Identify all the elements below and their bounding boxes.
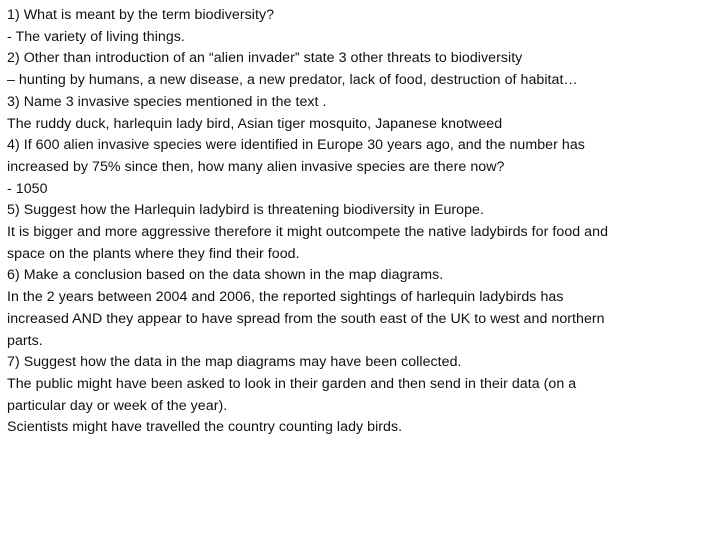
question-6: 6) Make a conclusion based on the data shown in the map diagrams. (7, 267, 444, 284)
answer-5-line-1: It is bigger and more aggressive therefore it might outcompete the native ladybirds for food and (7, 224, 609, 241)
answer-6-line-3: parts. (7, 332, 43, 349)
answer-7-line-1: The public might have been asked to look in their garden and then send in their data (on a (7, 375, 577, 392)
answer-2: – hunting by humans, a new disease, a new predator, lack of food, destruction of habitat… (7, 72, 578, 89)
question-5: 5) Suggest how the Harlequin ladybird is threatening biodiversity in Europe. (7, 202, 484, 219)
question-4-line-2: increased by 75% since then, how many alien invasive species are there now? (7, 158, 505, 175)
question-2: 2) Other than introduction of an “alien invader” state 3 other threats to biodiversity (7, 50, 523, 67)
worksheet-text (7, 5, 715, 439)
answer-4: - 1050 (7, 180, 48, 197)
question-1: 1) What is meant by the term biodiversity? (7, 7, 275, 23)
question-7: 7) Suggest how the data in the map diagrams may have been collected. (7, 354, 462, 371)
answer-3: The ruddy duck, harlequin lady bird, Asian tiger mosquito, Japanese knotweed (7, 115, 503, 132)
question-3: 3) Name 3 invasive species mentioned in the text . (7, 93, 327, 110)
answer-6-line-2: increased AND they appear to have spread from the south east of the UK to west and northern (7, 310, 605, 327)
answer-7-line-3: Scientists might have travelled the country counting lady birds. (7, 419, 403, 436)
answer-6-line-1: In the 2 years between 2004 and 2006, the reported sightings of harlequin ladybirds has (7, 289, 564, 306)
answer-5-line-2: space on the plants where they find their food. (7, 245, 300, 262)
answer-7-line-2: particular day or week of the year). (7, 397, 228, 414)
question-4-line-1: 4) If 600 alien invasive species were identified in Europe 30 years ago, and the number has (7, 137, 585, 154)
answer-1: - The variety of living things. (7, 28, 185, 45)
